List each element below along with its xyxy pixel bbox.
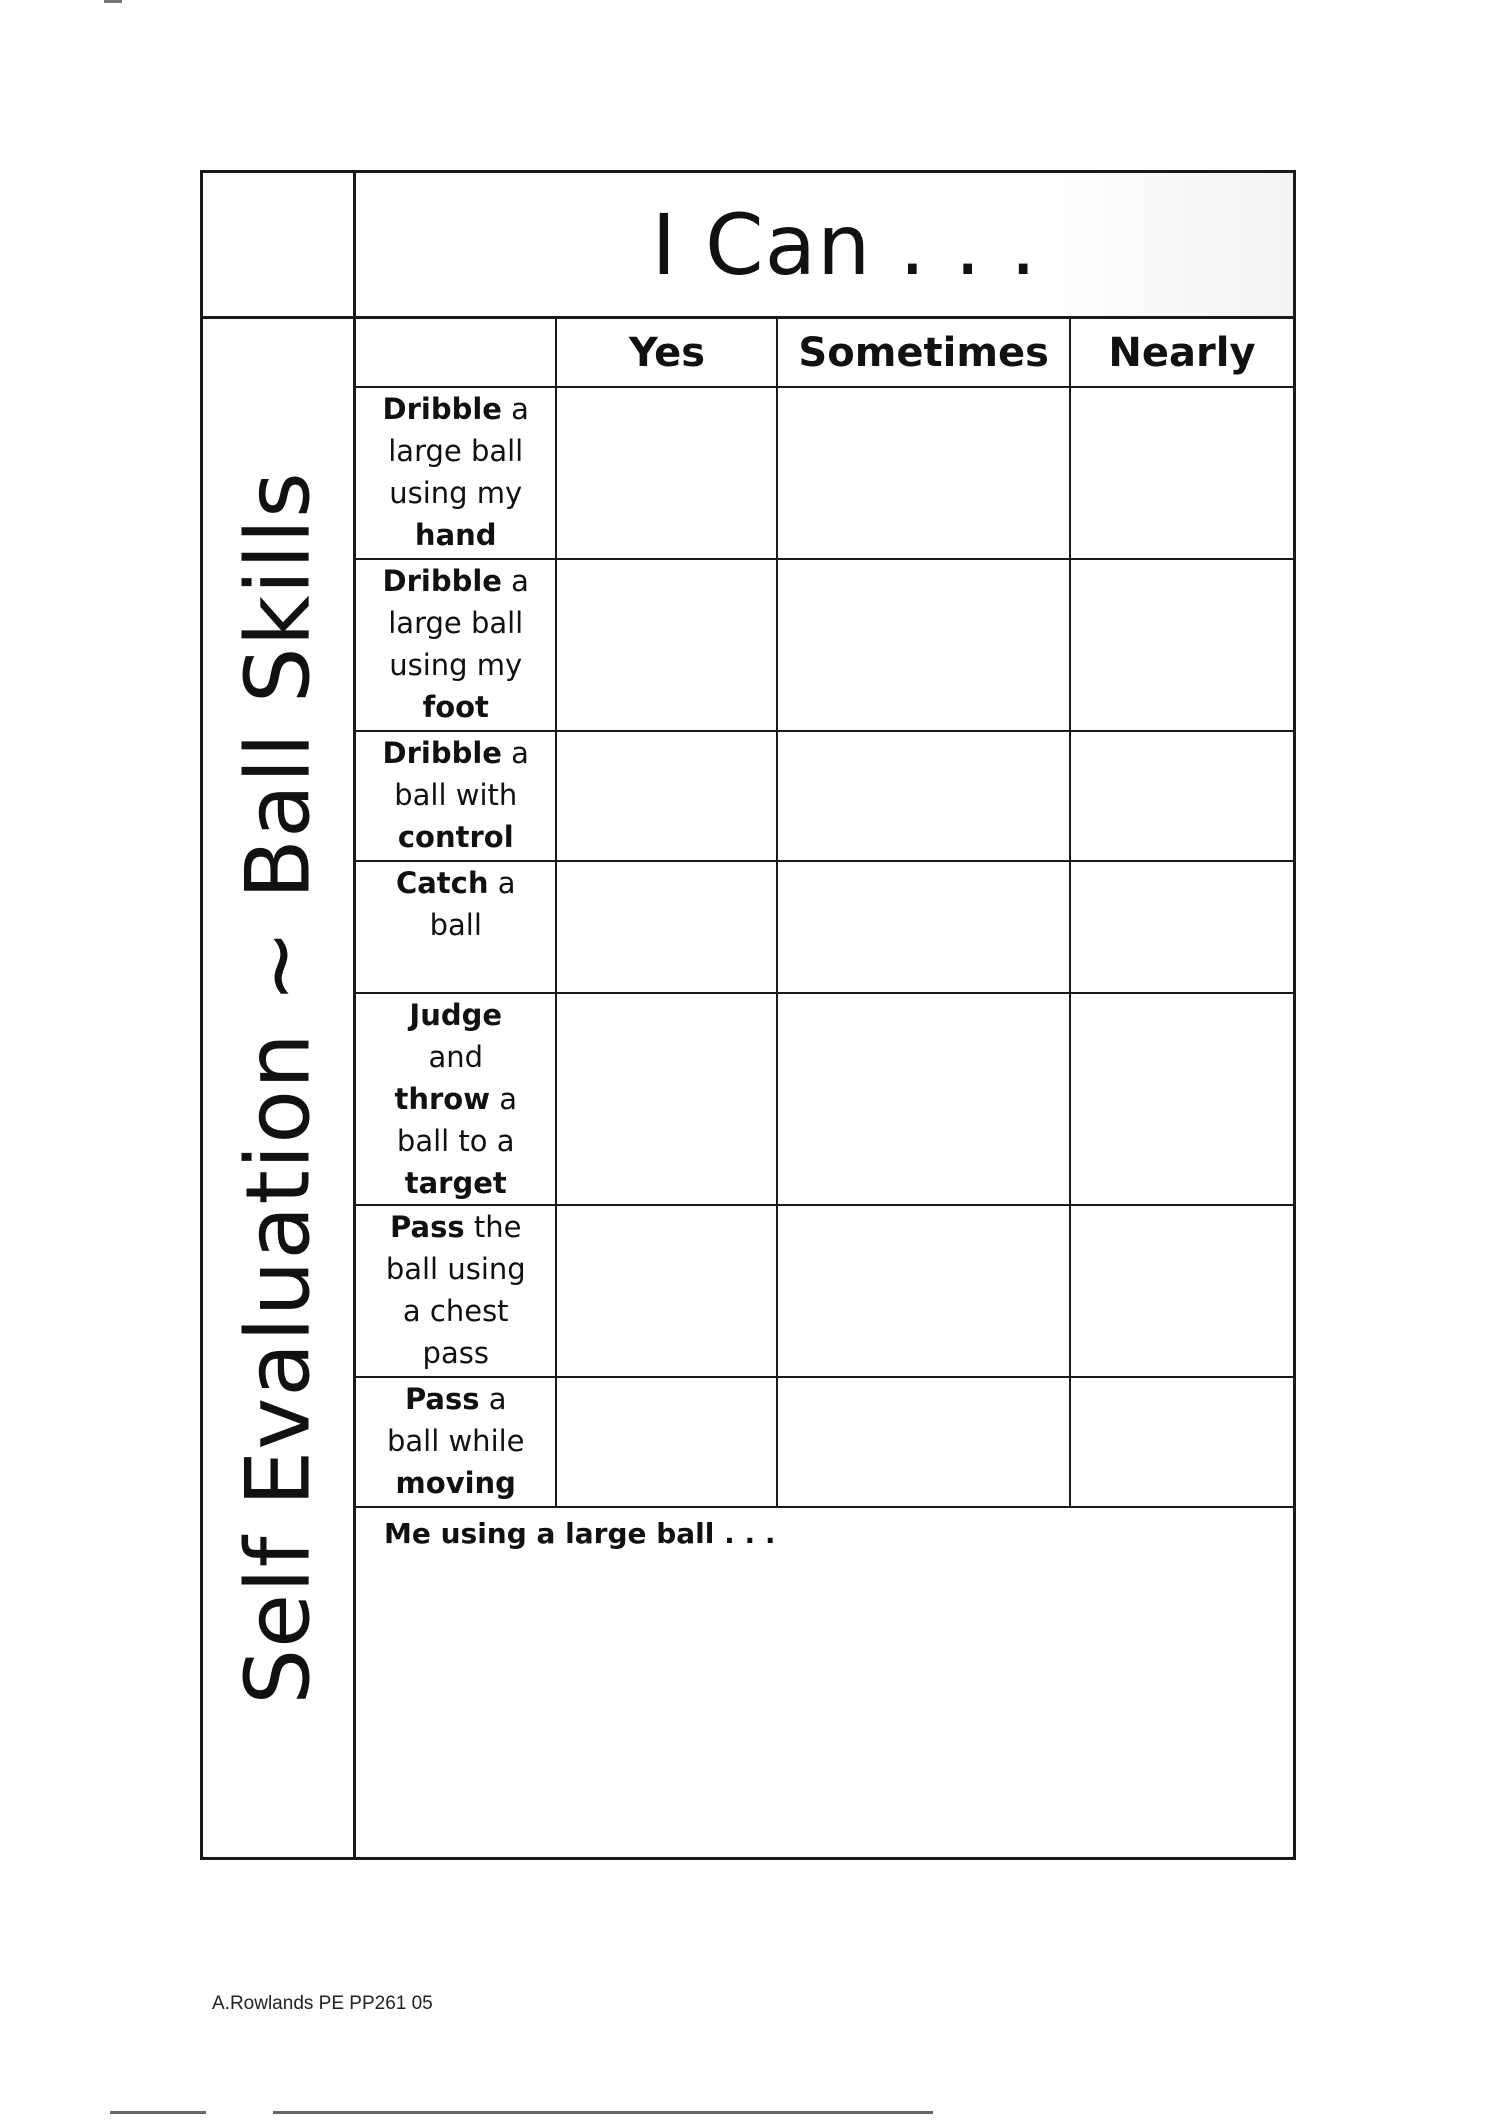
skill-label: Dribble a large ball using my hand	[356, 387, 556, 559]
side-title: Self Evaluation ~ Ball Skills	[226, 471, 330, 1705]
footer-credit: A.Rowlands PE PP261 05	[212, 1993, 433, 2014]
header-cell	[356, 173, 1293, 319]
table-row	[356, 731, 1293, 861]
column-header-sometimes: Sometimes	[777, 319, 1070, 387]
mark-cell-sometimes[interactable]	[777, 731, 1070, 861]
mark-cell-sometimes[interactable]	[777, 559, 1070, 731]
side-column-top-cell	[203, 173, 353, 319]
table-row	[356, 993, 1293, 1205]
table-row	[356, 861, 1293, 993]
mark-cell-nearly[interactable]	[1070, 861, 1293, 993]
table-row	[356, 1377, 1293, 1507]
header-row	[356, 319, 1293, 387]
scan-mark	[104, 0, 122, 3]
mark-cell-sometimes[interactable]	[777, 387, 1070, 559]
column-header-yes: Yes	[556, 319, 777, 387]
column-header-nearly: Nearly	[1070, 319, 1293, 387]
skill-label: Judge and throw a ball to a target	[356, 993, 556, 1205]
table-row	[356, 559, 1293, 731]
evaluation-sheet	[200, 170, 1296, 1860]
skill-label: Dribble a large ball using my foot	[356, 559, 556, 731]
mark-cell-yes[interactable]	[556, 861, 777, 993]
mark-cell-sometimes[interactable]	[777, 1205, 1070, 1377]
mark-cell-nearly[interactable]	[1070, 1377, 1293, 1507]
main-area	[356, 173, 1293, 1857]
mark-cell-yes[interactable]	[556, 731, 777, 861]
table-row	[356, 387, 1293, 559]
mark-cell-yes[interactable]	[556, 993, 777, 1205]
scan-line	[110, 2111, 206, 2114]
photo-box[interactable]	[356, 1499, 1293, 1863]
skill-label: Dribble a ball with control	[356, 731, 556, 861]
skill-label: Pass the ball using a chest pass	[356, 1205, 556, 1377]
table-row	[356, 1205, 1293, 1377]
mark-cell-nearly[interactable]	[1070, 731, 1293, 861]
mark-cell-sometimes[interactable]	[777, 993, 1070, 1205]
side-column	[203, 173, 356, 1857]
mark-cell-yes[interactable]	[556, 559, 777, 731]
mark-cell-sometimes[interactable]	[777, 861, 1070, 993]
mark-cell-nearly[interactable]	[1070, 1205, 1293, 1377]
scan-line	[273, 2111, 933, 2114]
mark-cell-yes[interactable]	[556, 387, 777, 559]
skill-label: Pass a ball while moving	[356, 1377, 556, 1507]
mark-cell-nearly[interactable]	[1070, 559, 1293, 731]
mark-cell-yes[interactable]	[556, 1205, 777, 1377]
mark-cell-nearly[interactable]	[1070, 387, 1293, 559]
column-header-blank	[356, 319, 556, 387]
header-title: I Can . . .	[651, 195, 1038, 294]
photo-label: Me using a large ball . . .	[384, 1517, 776, 1550]
mark-cell-nearly[interactable]	[1070, 993, 1293, 1205]
mark-cell-sometimes[interactable]	[777, 1377, 1070, 1507]
skill-label: Catch a ball	[356, 861, 556, 993]
skills-table	[356, 319, 1293, 1508]
mark-cell-yes[interactable]	[556, 1377, 777, 1507]
side-title-cell	[203, 319, 353, 1857]
